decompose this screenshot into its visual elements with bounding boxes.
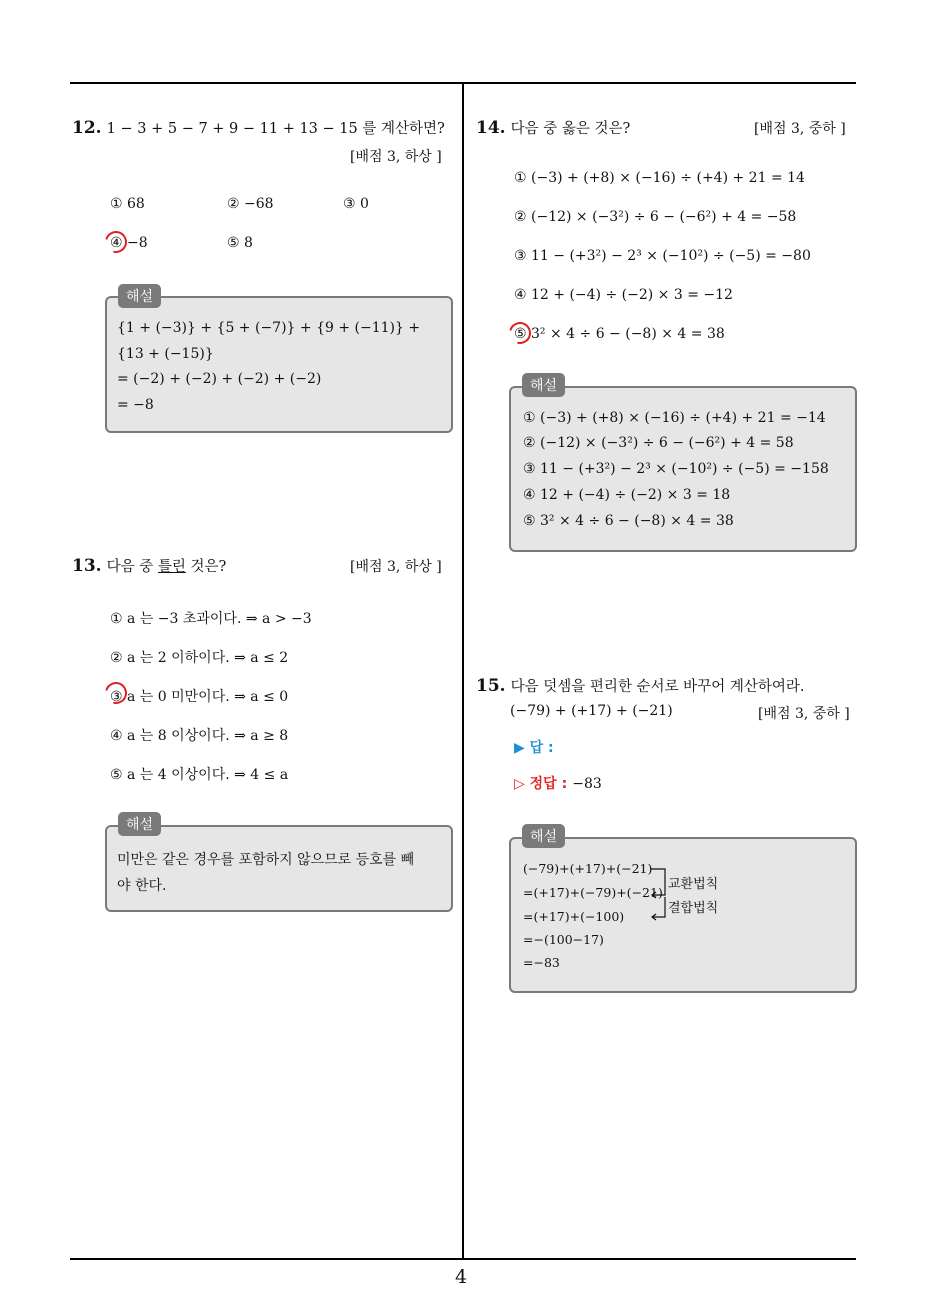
bottom-rule xyxy=(70,1258,856,1260)
solution-line: ① (−3) + (+8) × (−16) ÷ (+4) + 21 = −14 xyxy=(523,410,826,426)
question-text: 것은? xyxy=(185,559,227,575)
choice-2[interactable]: ② a 는 2 이하이다. ⇒ a ≤ 2 xyxy=(110,650,289,666)
choice-5[interactable]: ⑤ a 는 4 이상이다. ⇒ 4 ≤ a xyxy=(110,767,289,783)
choice-5[interactable]: ⑤ 8 xyxy=(227,235,253,251)
choice-1[interactable]: ① 68 xyxy=(110,196,145,212)
question-14 xyxy=(476,117,630,138)
solution-box xyxy=(509,386,857,552)
question-meta: [배점 3, 중하 ] xyxy=(758,706,850,722)
question-number: 15. xyxy=(476,676,506,696)
choice-4[interactable]: ④ a 는 8 이상이다. ⇒ a ≥ 8 xyxy=(110,728,289,744)
question-text: 다음 덧셈을 편리한 순서로 바꾸어 계산하여라. xyxy=(510,679,805,695)
answer-field-label[interactable]: ▶ 답 : xyxy=(514,740,554,756)
solution-line: =−83 xyxy=(523,955,560,970)
question-meta: [배점 3, 하상 ] xyxy=(350,149,442,165)
question-15 xyxy=(476,675,804,696)
question-meta: [배점 3, 중하 ] xyxy=(754,121,846,137)
choice-2[interactable]: ② (−12) × (−3²) ÷ 6 − (−6²) + 4 = −58 xyxy=(514,209,797,225)
question-13 xyxy=(72,555,226,576)
correct-answer-mark xyxy=(505,318,535,348)
solution-box xyxy=(105,825,453,912)
solution-line: ② (−12) × (−3²) ÷ 6 − (−6²) + 4 = 58 xyxy=(523,435,794,451)
column-divider xyxy=(462,84,464,1260)
question-text: 다음 중 xyxy=(106,559,158,575)
choice-2[interactable]: ② −68 xyxy=(227,196,274,212)
solution-box xyxy=(509,837,857,993)
solution-line: = (−2) + (−2) + (−2) + (−2) xyxy=(117,371,322,387)
solution-line: ⑤ 3² × 4 ÷ 6 − (−8) × 4 = 38 xyxy=(523,513,734,529)
solution-line: ④ 12 + (−4) ÷ (−2) × 3 = 18 xyxy=(523,487,731,503)
law-label-commutative: 교환법칙 xyxy=(668,877,719,892)
choice-1[interactable]: ① a 는 −3 초과이다. ⇒ a > −3 xyxy=(110,611,312,627)
solution-line: = −8 xyxy=(117,397,154,413)
solution-box xyxy=(105,296,453,433)
solution-label: 해설 xyxy=(118,812,161,836)
question-12 xyxy=(72,117,445,138)
choice-1[interactable]: ① (−3) + (+8) × (−16) ÷ (+4) + 21 = 14 xyxy=(514,170,805,186)
question-number: 14. xyxy=(476,118,506,138)
question-expression: (−79) + (+17) + (−21) xyxy=(510,703,673,719)
solution-line: {13 + (−15)} xyxy=(117,346,214,362)
question-number: 12. xyxy=(72,118,102,138)
correct-answer-value: −83 xyxy=(572,776,602,792)
correct-answer-label: ▷ 정답 : xyxy=(514,776,568,792)
solution-line: ③ 11 − (+3²) − 2³ × (−10²) ÷ (−5) = −158 xyxy=(523,461,829,477)
solution-label: 해설 xyxy=(118,284,161,308)
solution-line: =(+17)+(−100) xyxy=(523,909,625,924)
solution-line: =(+17)+(−79)+(−21) xyxy=(523,885,663,900)
solution-label: 해설 xyxy=(522,373,565,397)
page-number: 4 xyxy=(455,1266,468,1288)
choice-4[interactable]: ④ 12 + (−4) ÷ (−2) × 3 = −12 xyxy=(514,287,733,303)
choice-4[interactable]: ④ −8 xyxy=(110,235,148,251)
choice-3[interactable]: ③ 0 xyxy=(343,196,369,212)
solution-line: 야 한다. xyxy=(117,878,167,894)
question-number: 13. xyxy=(72,556,102,576)
law-label-associative: 결합법칙 xyxy=(668,901,719,916)
correct-answer-mark xyxy=(101,227,131,257)
choice-3[interactable]: ③ 11 − (+3²) − 2³ × (−10²) ÷ (−5) = −80 xyxy=(514,248,811,264)
choice-3[interactable]: ③ a 는 0 미만이다. ⇒ a ≤ 0 xyxy=(110,689,289,705)
choice-5[interactable]: ⑤ 3² × 4 ÷ 6 − (−8) × 4 = 38 xyxy=(514,326,725,342)
solution-line: 미만은 같은 경우를 포함하지 않으므로 등호를 빼 xyxy=(117,852,415,868)
question-meta: [배점 3, 하상 ] xyxy=(350,559,442,575)
question-text: 다음 중 옳은 것은? xyxy=(510,121,631,137)
solution-line: (−79)+(+17)+(−21) xyxy=(523,861,653,876)
solution-line: {1 + (−3)} + {5 + (−7)} + {9 + (−11)} + xyxy=(117,320,421,336)
solution-label: 해설 xyxy=(522,824,565,848)
question-emphasis: 틀린 xyxy=(157,559,186,575)
question-text: 1 − 3 + 5 − 7 + 9 − 11 + 13 − 15 를 계산하면? xyxy=(106,121,445,137)
correct-answer xyxy=(514,773,602,793)
solution-line: =−(100−17) xyxy=(523,932,604,947)
